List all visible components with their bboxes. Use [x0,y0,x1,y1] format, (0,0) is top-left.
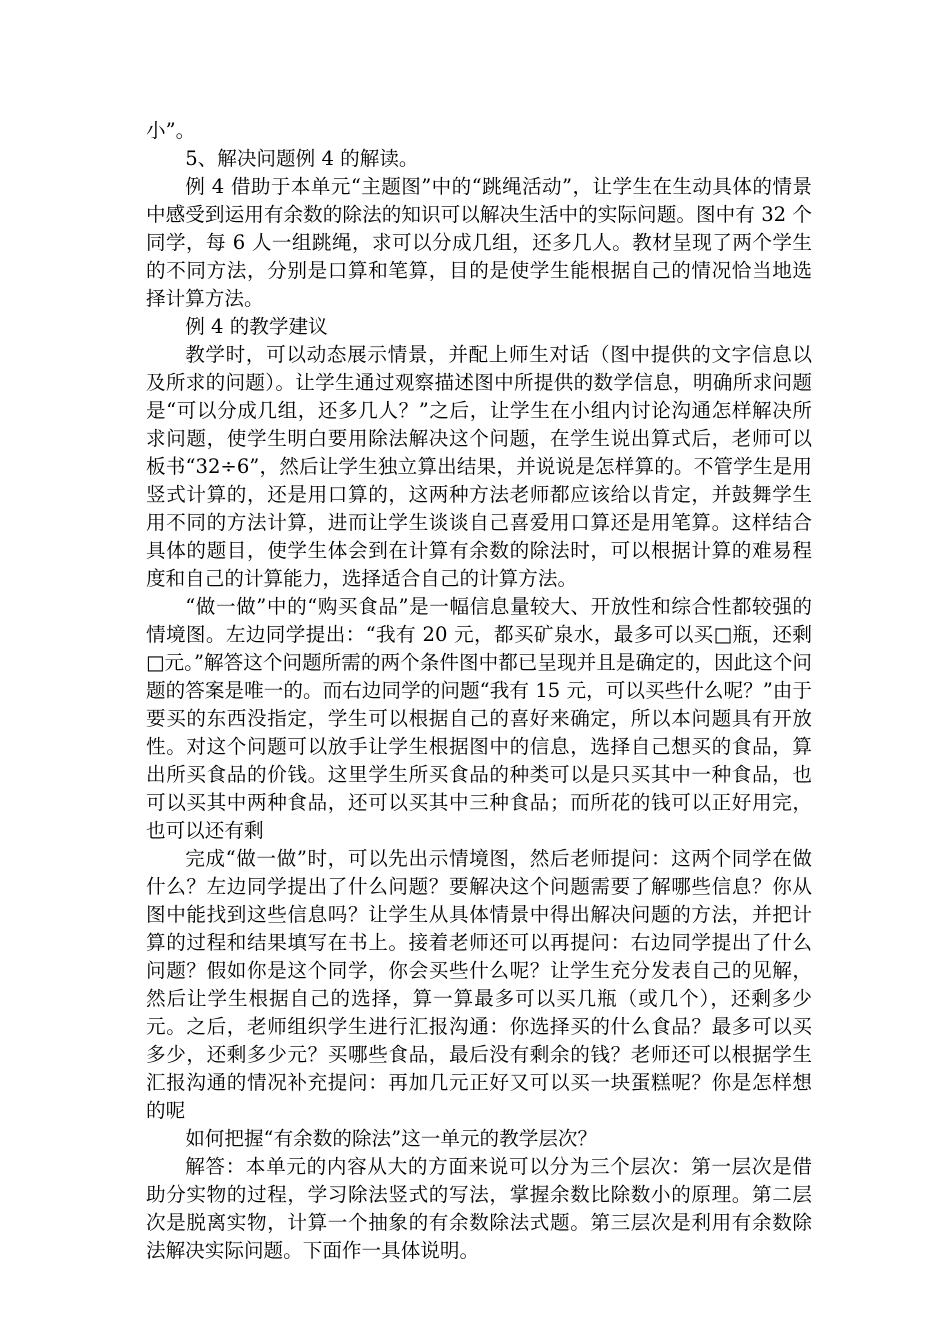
paragraph-continuation: 小”。 [146,119,196,142]
paragraph-buy-food: “做一做”中的“购买食品”是一幅信息量较大、开放性和综合性都较强的情境图。左边同学提出：“我有 20 元，都买矿泉水，最多可以买□瓶，还剩□元。”解答这个问题所需的两个条件图中都已呈现并且是确定的，因此这个问题的答案是唯一的。而右边同学的问题“我有 15 元，可以买些什么呢？”由于要买的东西没指定，学生可以根据自己的喜好来确定，所以本问题具有开放性。对这个问题可以放手让学生根据图中的信息，选择自己想买的食品，算出所买食品的价钱。这里学生所买食品的种类可以是只买其中一种食品，也可以买其中两种食品，还可以买其中三种食品；而所花的钱可以正好用完，也可以还有剩 [146,595,812,842]
paragraph-teaching-process: 教学时，可以动态展示情景，并配上师生对话（图中提供的文字信息以及所求的问题）。让学生通过观察描述图中所提供的数学信息，明确所求问题是“可以分成几组，还多几人？”之后，让学生在小组内讨论沟通怎样解决所求问题，使学生明白要用除法解决这个问题，在学生说出算式后，老师可以板书“32÷6”，然后让学生独立算出结果，并说说是怎样算的。不管学生是用竖式计算的，还是用口算的，这两种方法老师都应该给以肯定，并鼓舞学生用不同的方法计算，进而让学生谈谈自己喜爱用口算还是用笔算。这样结合具体的题目，使学生体会到在计算有余数的除法时，可以根据计算的难易程度和自己的计算能力，选择适合自己的计算方法。 [146,343,812,590]
paragraph-example-4-intro: 例 4 借助于本单元“主题图”中的“跳绳活动”，让学生在生动具体的情景中感受到运用有余数的除法的知识可以解决生活中的实际问题。图中有 32 个同学，每 6 人一组跳绳，求可以分成几组，还多几人。教材呈现了两个学生的不同方法，分别是口算和笔算，目的是使学生能根据自己的情况恰当地选择计算方法。 [146,175,812,310]
paragraph-answer: 解答：本单元的内容从大的方面来说可以分为三个层次：第一层次是借助分实物的过程，学习除法竖式的写法，掌握余数比除数小的原理。第二层次是脱离实物，计算一个抽象的有余数除法式题。第三层次是利用有余数除法解决实际问题。下面作一具体说明。 [146,1155,812,1262]
subheading-teaching-suggestion: 例 4 的教学建议 [185,315,328,338]
paragraph-do-it: 完成“做一做”时，可以先出示情境图，然后老师提问：这两个同学在做什么？左边同学提出了什么问题？要解决这个问题需要了解哪些信息？你从图中能找到这些信息吗？让学生从具体情景中得出解决问题的方法，并把计算的过程和结果填写在书上。接着老师还可以再提问：右边同学提出了什么问题？假如你是这个同学，你会买些什么呢？让学生充分发表自己的见解，然后让学生根据自己的选择，算一算最多可以买几瓶（或几个），还剩多少元。之后，老师组织学生进行汇报沟通：你选择买的什么食品？最多可以买多少，还剩多少元？买哪些食品，最后没有剩余的钱？老师还可以根据学生汇报沟通的情况补充提问：再加几元正好又可以买一块蛋糕呢？你是怎样想的呢 [146,847,812,1122]
question-teaching-levels: 如何把握“有余数的除法”这一单元的教学层次？ [185,1127,598,1150]
document-page [146,117,812,1265]
section-heading-example-4: 5、解决问题例 4 的解读。 [185,147,419,170]
